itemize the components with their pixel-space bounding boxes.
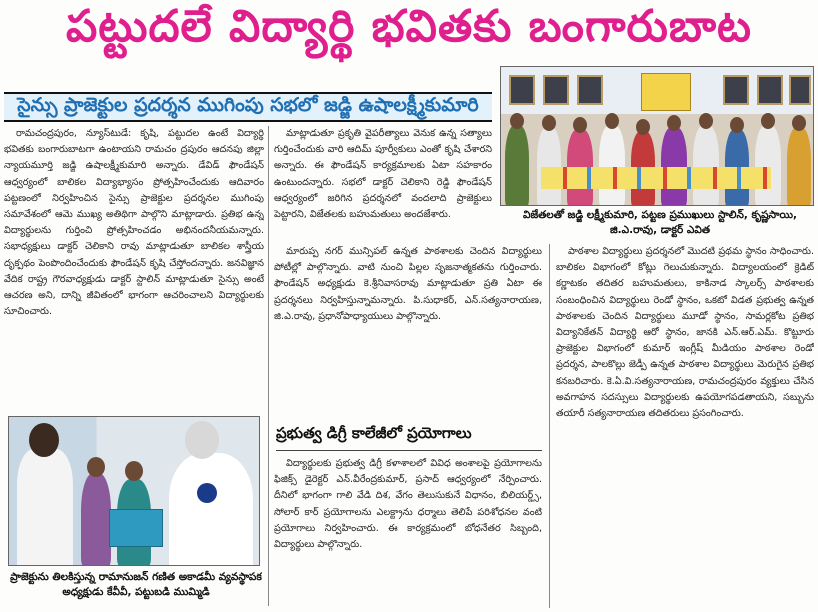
subheadline-text: సైన్సు ప్రాజెక్టుల ప్రదర్శన ముగింపు సభలో జడ్జి ఉషాలక్ష్మీకుమారి [17, 93, 479, 116]
subheadline [4, 92, 492, 122]
wall-portrait [757, 75, 783, 105]
article-paragraph: మాట్లాడుతూ ప్రకృతి వైపరీత్యాలు వెనుక ఉన్న సత్యాలు గుర్తించేందుకు వారి ఆదిమ్ పూర్వీకులు ఎంతో కృషి చేశారని అన్నారు. ఈ ఫౌండేషన్ కార్యక్రమాలకు ఏటా సహకారం ఉంటుందన్నారు. సభలో డాక్టర్ చెలికాని రెడ్డి ఫౌండేషన్ ఆధ్వర్యంలో జరిగిన ప్రదర్శనలో వందలాది ప్రాజెక్టులు పెట్టారని, విజేతలకు బహుమతులు అందజేశారు. [274, 128, 492, 221]
article-column-2-continued [274, 244, 542, 414]
wall-portrait [723, 75, 749, 105]
bottom-photo-caption: ప్రాజెక్టును తిలకిస్తున్న రామానుజన్ గణిత అకాడమీ వ్యవస్థాపక అధ్యక్షుడు కేవీవీ, పట్టుబడి ముమ్మిడి [10, 571, 262, 598]
headline [0, 0, 818, 64]
event-banner [641, 73, 691, 111]
article-column-1 [4, 126, 264, 408]
wall-portrait [509, 75, 535, 105]
top-photo-caption: విజేతలతో జడ్జి లక్ష్మీకుమారి, పట్టణ ప్రముఖులు స్టాలిన్, కృష్ణసాయి, జి.ఎ.రావు, డాక్టర్ ఎవిత [523, 209, 797, 236]
certificates-row [541, 167, 771, 189]
column-divider [268, 126, 269, 606]
wall-portrait [577, 75, 603, 105]
project-viewing-photo [8, 416, 260, 566]
badge [197, 483, 217, 503]
article-paragraph: రామచంద్రపురం, న్యూస్‌టుడే: కృషి, పట్టుదల ఉంటే విద్యార్థి భవితకు బంగారుబాటగా ఉంటాయని రామచం ద్రపురం ఆదనపు జిల్లా న్యాయమూర్తి జడ్జి ఉషాలక్ష్మీకుమారి అన్నారు. డేవిడ్ ఫౌండేషన్ ఆధ్వర్యంలో బాలికల విద్యాభ్యాసం ప్రోత్సహించేందుకు ఆదివారం పట్టణంలో నిర్వహించిన సైన్సు ప్రాజెక్టుల ప్రదర్శనల ముగింపు సమావేశంలో ఆమె ముఖ్య అతిథిగా పాల్గొని మాట్లాడారు. ప్రతిభ ఉన్న విద్యార్థులను గుర్తించి ప్రోత్సహించడం అభినందనీయమన్నారు. సభాధ్యక్షులు డాక్టర్ చెలికాని రావు మాట్లాడుతూ బాలికల శాస్త్రీయ దృక్పథం పెంపొందించేందుకు ఫౌండేషన్ కృషి చేస్తోందన్నారు. జనవిజ్ఞాన వేదిక రాష్ట్ర గౌరవాధ్యక్షుడు డాక్టర్ స్టాలిన్ మాట్లాడుతూ సైన్సు అంటే ఆచరణ అని, దాన్ని జీవితంలో భాగంగా ఆచరించాలని విద్యార్థులకు సూచించారు. [4, 128, 264, 318]
article-paragraph: మారుప్ప నగర్ మున్సిపల్ ఉన్నత పాఠశాలకు చెందిన విద్యార్థులు పోటీల్లో పాల్గొన్నారు. వాటి నుంచి పిల్లల సృజనాత్మకతను గుర్తించారు. ఫౌండేషన్ అధ్యక్షుడు కె.శ్రీనివాసరావు మాట్లాడుతూ ప్రతి ఏటా ఈ ప్రదర్శనలు నిర్వహిస్తున్నామన్నారు. పి.సుధాకర్, ఎన్.సత్యనారాయణ, జి.ఎ.రావు, ప్రధానోపాధ్యాయులు పాల్గొన్నారు. [274, 246, 542, 322]
wall-portrait [543, 75, 569, 105]
headline-text: పట్టుదలే విద్యార్థి భవితకు బంగారుబాట [66, 1, 752, 52]
winners-group-photo [500, 66, 814, 206]
section-heading: ప్రభుత్వ డిగ్రీ కాలేజీలో ప్రయోగాలు [276, 424, 542, 451]
column-divider [549, 244, 550, 608]
project-model [109, 509, 163, 547]
article-paragraph: పాఠశాల విద్యార్థులు ప్రదర్శనలో మొదటి ప్రథమ స్థానం సాధించారు. బాలికల విభాగంలో కోట్లు గెలుచుకున్నారు. విద్యాలయంలో క్రెడిట్ కర్ణాటకం తదితర బహుమతులు, కాకినాడ స్కాలర్స్ పాఠశాలకు సంబంధించిన విద్యార్థులు రెండో స్థానం, ఒకటో విడత ప్రభుత్వ ఉన్నత పాఠశాలకు చెందిన విద్యార్థులు మూడో స్థానం, సామర్లకోట ప్రతిభ విద్యానికేతన్ విద్యార్థి ఆరో స్థానం, జానకి ఎన్.ఆర్.ఎమ్. కొట్టూరు ప్రాజెక్టుల విభాగంలో కుమార్ ఇంగ్లీష్ మీడియం పాఠశాల రెండో ప్రదర్శన, పాలకొల్లు జెడ్పీ ఉన్నత పాఠశాల విద్యార్థులు మెరుగైన ప్రతిభ కనబరిచారు. కె.ఏ.వి.సత్యనారాయణ, రామచంద్రపురం వ్యక్తులు చేసిన అవగాహన సదస్సులు విద్యార్థులకు ఉపయోగపడతాయని, సబ్బును తయారీ సత్యనారాయణ తదితరులు ప్రసంగించారు. [556, 246, 814, 420]
article-column-3 [556, 244, 814, 609]
wall-portrait [789, 75, 811, 105]
degree-college-article [274, 456, 542, 608]
article-paragraph: విద్యార్థులకు ప్రభుత్వ డిగ్రీ కళాశాలలో వివిధ అంశాలపై ప్రయోగాలను ఫిజిక్స్ డైరెక్టర్ ఎన్.వీరేంద్రకుమార్, ప్రసాద్ ఆధ్వర్యంలో నేర్పించారు. దీనిలో భాగంగా గాలి వేడి దిశ, వేగం తెలుసుకునే విధానం, బిలియర్డ్స్, సోలార్ కార్ ప్రయోగాలను ఎలక్ట్రాను ధర్మాలు తెలిపే పరిశోధనల వంటి ప్రయోగాలు నిర్వహించారు. ఈ కార్యక్రమంలో బోధనేతర సిబ్బంది, విద్యార్థులు పాల్గొన్నారు. [274, 458, 542, 551]
